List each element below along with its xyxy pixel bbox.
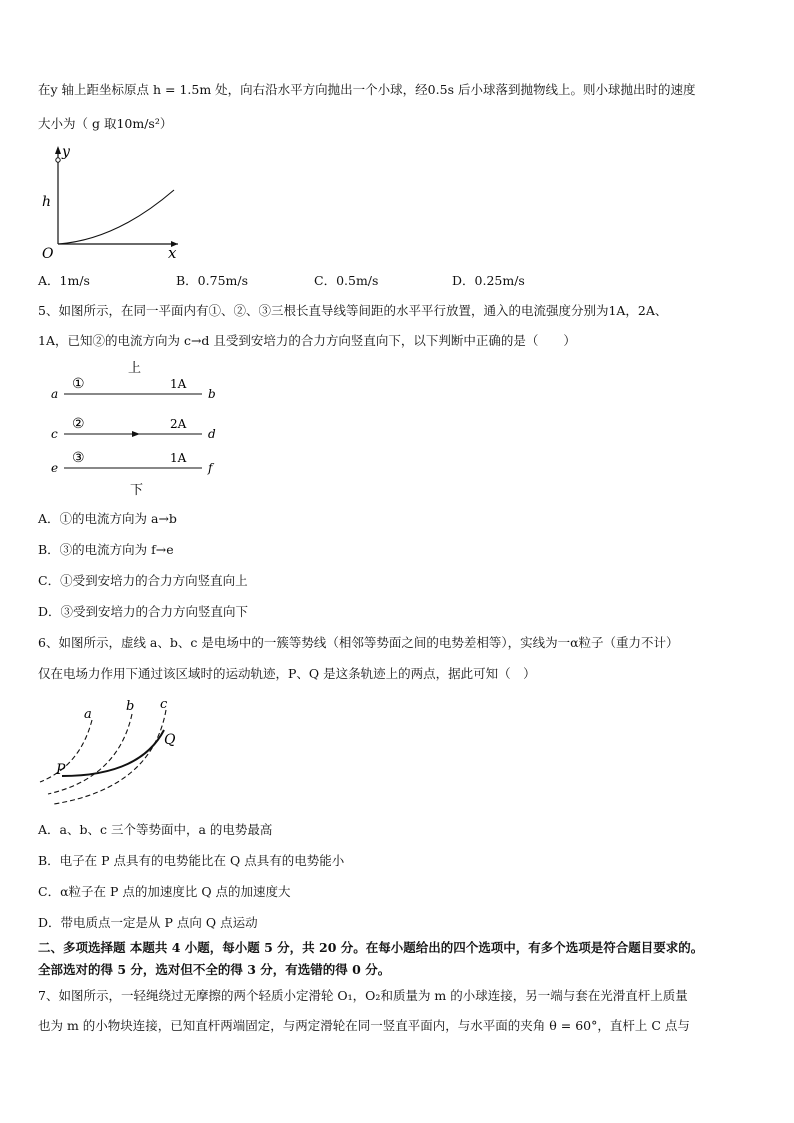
q5-wire3-current: 1A bbox=[170, 451, 187, 465]
q6-text-line2: 仅在电场力作用下通过该区域时的运动轨迹，P、Q 是这条轨迹上的两点，据此可知（ ） bbox=[38, 666, 536, 681]
section2-heading-line2: 全部选对的得 5 分，选对但不全的得 3 分，有选错的得 0 分。 bbox=[38, 962, 391, 977]
q5-wire3-right-label: f bbox=[208, 461, 213, 475]
q5-wire2-arrow-icon bbox=[132, 431, 140, 437]
q4-origin-label: O bbox=[42, 246, 54, 262]
q6-option-d[interactable]: D．带电质点一定是从 P 点向 Q 点运动 bbox=[38, 915, 258, 930]
q6-option-a[interactable]: A．a、b、c 三个等势面中，a 的电势最高 bbox=[38, 822, 273, 837]
q6-label-a: a bbox=[84, 707, 92, 722]
q4-x-axis-label: x bbox=[168, 244, 177, 262]
q5-wire1-number: ① bbox=[72, 376, 85, 392]
q4-text-line1: 在y 轴上距坐标原点 h = 1.5m 处，向右沿水平方向抛出一个小球，经0.5s 后小球落到抛物线上。则小球抛出时的速度 bbox=[38, 82, 696, 97]
q5-option-b[interactable]: B．③的电流方向为 f→e bbox=[38, 542, 174, 557]
q4-option-a[interactable]: A．1m/s bbox=[38, 273, 90, 288]
q6-label-b: b bbox=[126, 699, 135, 714]
q6-label-p: P bbox=[56, 762, 66, 778]
q5-option-c[interactable]: C．①受到安培力的合力方向竖直向上 bbox=[38, 573, 248, 588]
q7-text-line2: 也为 m 的小物块连接，已知直杆两端固定，与两定滑轮在同一竖直平面内，与水平面的夹角 θ = 60°，直杆上 C 点与 bbox=[38, 1018, 690, 1033]
q4-option-d[interactable]: D．0.25m/s bbox=[452, 273, 525, 288]
q5-wires-figure bbox=[44, 358, 234, 500]
q5-wire2-left-label: c bbox=[51, 427, 58, 441]
q6-label-q: Q bbox=[164, 732, 176, 748]
q5-bottom-label: 下 bbox=[130, 483, 144, 498]
q5-wire2-current: 2A bbox=[170, 417, 187, 431]
q5-wire2-number: ② bbox=[72, 416, 85, 432]
q5-option-a[interactable]: A．①的电流方向为 a→b bbox=[38, 511, 177, 526]
q6-equipotential-c bbox=[54, 710, 166, 804]
q7-text-line1: 7、如图所示，一轻绳绕过无摩擦的两个轻质小定滑轮 O₁，O₂和质量为 m 的小球连接，另一端与套在光滑直杆上质量 bbox=[38, 988, 688, 1003]
q6-equipotential-figure bbox=[36, 696, 196, 812]
q5-wire3-left-label: e bbox=[51, 461, 59, 475]
q5-option-d[interactable]: D．③受到安培力的合力方向竖直向下 bbox=[38, 604, 249, 619]
q5-top-label: 上 bbox=[128, 361, 142, 376]
q6-equipotential-b bbox=[48, 714, 132, 794]
q6-option-b[interactable]: B．电子在 P 点具有的电势能比在 Q 点具有的电势能小 bbox=[38, 853, 345, 868]
q6-option-c[interactable]: C．α粒子在 P 点的加速度比 Q 点的加速度大 bbox=[38, 884, 291, 899]
q4-option-b[interactable]: B．0.75m/s bbox=[176, 273, 248, 288]
section2-heading-line1: 二、多项选择题 本题共 4 小题，每小题 5 分，共 20 分。在每小题给出的四个选项中，有多个选项是符合题目要求的。 bbox=[38, 940, 704, 955]
q4-h-label: h bbox=[42, 194, 52, 210]
q4-y-axis-label: y bbox=[62, 144, 70, 160]
q6-equipotential-a bbox=[40, 720, 92, 782]
q6-text-line1: 6、如图所示，虚线 a、b、c 是电场中的一簇等势线（相邻等势面之间的电势差相等），实线为一α粒子（重力不计） bbox=[38, 635, 679, 650]
q5-wire1-left-label: a bbox=[51, 387, 59, 401]
q5-wire2-right-label: d bbox=[208, 427, 216, 441]
q6-label-c: c bbox=[160, 697, 168, 712]
q4-text-line2: 大小为（ g 取10m/s²） bbox=[38, 116, 173, 131]
q4-parabola-figure bbox=[36, 140, 186, 262]
q5-wire3-number: ③ bbox=[72, 450, 85, 466]
q4-option-c[interactable]: C．0.5m/s bbox=[314, 273, 379, 288]
q5-text-line2: 1A，已知②的电流方向为 c→d 且受到安培力的合力方向竖直向下，以下判断中正确的是（ ） bbox=[38, 333, 576, 348]
q5-wire1-current: 1A bbox=[170, 377, 187, 391]
q5-wire1-right-label: b bbox=[208, 387, 216, 401]
q5-text-line1: 5、如图所示，在同一平面内有①、②、③三根长直导线等间距的水平平行放置，通入的电流强度分别为1A，2A、 bbox=[38, 303, 668, 318]
